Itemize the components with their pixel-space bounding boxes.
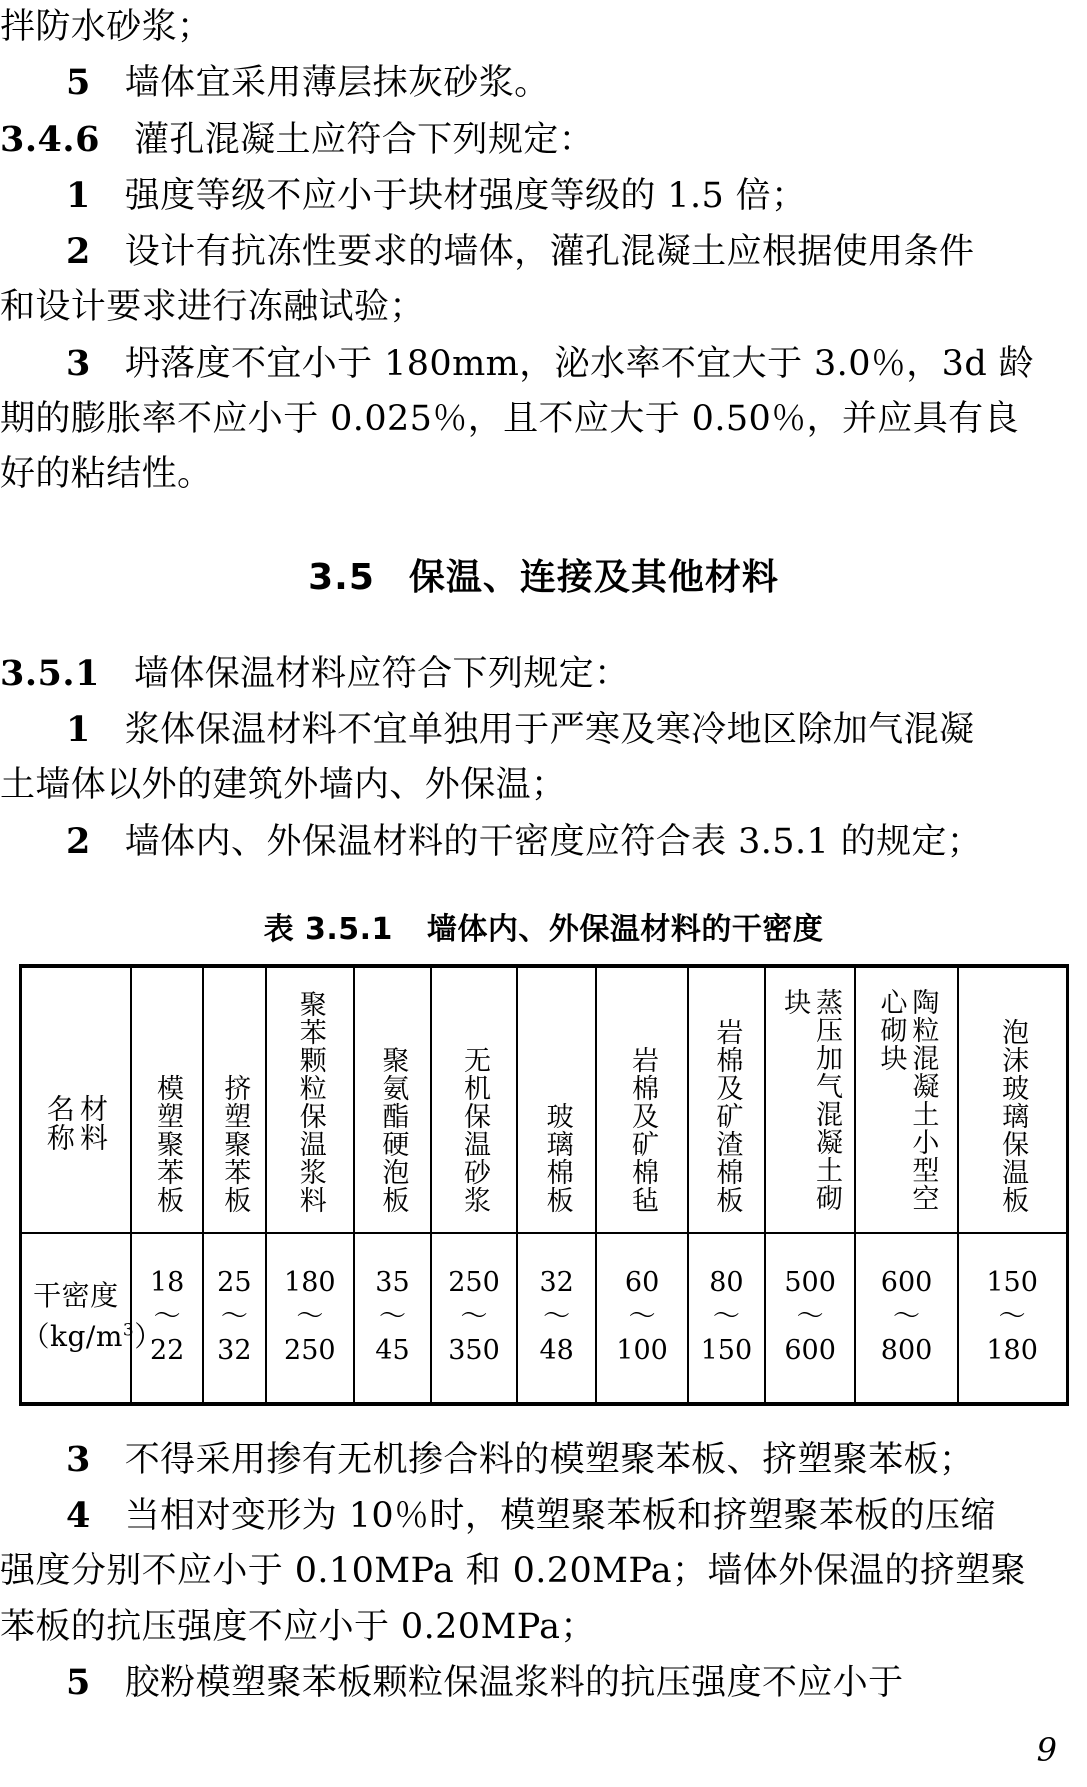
table-cell-value-8: [765, 1233, 855, 1404]
header-label: 陶粒混凝土小型空心砌块: [875, 987, 939, 1212]
header-label: 模塑聚苯板: [152, 1073, 184, 1214]
dry-density-table: [19, 964, 1069, 1406]
list-item-text: 墙体内、外保温材料的干密度应符合表 3.5.1 的规定；: [124, 821, 983, 862]
table-cell-value-1: [203, 1233, 266, 1404]
table-cell-value-10: [958, 1233, 1067, 1404]
value-max: 22: [149, 1335, 185, 1367]
clause-number: 3.4.6: [0, 118, 100, 160]
clause-3-5-1-item-3: [0, 1432, 1087, 1488]
section-number: 3.5: [308, 556, 375, 598]
value-max: 600: [784, 1335, 836, 1367]
table-cell-value-0: [131, 1233, 203, 1404]
paragraph-text: 苯板的抗压强度不应小于 0.20MPa；: [0, 1606, 596, 1647]
value-max: 250: [284, 1335, 336, 1367]
value-range: [518, 1265, 595, 1369]
list-item-text: 坍落度不宜小于 180mm，泌水率不宜大于 3.0％，3d 龄: [124, 343, 1035, 384]
clause-3-4-6-item-3: [0, 336, 1087, 392]
header-label: 岩棉及矿渣棉板: [711, 1017, 743, 1214]
paragraph-text: 强度分别不应小于 0.10MPa 和 0.20MPa；墙体外保温的挤塑聚: [0, 1551, 1027, 1592]
clause-3-5-1-item-4-cont1: [0, 1544, 1087, 1599]
unit-exponent: 3: [122, 1320, 135, 1341]
value-min: 180: [284, 1267, 336, 1299]
clause-3-4-6-item-2: [0, 224, 1087, 280]
paragraph-continuation: [0, 0, 1087, 55]
clause-3-5-1-item-1: [0, 702, 1087, 758]
table-caption: [0, 904, 1087, 948]
range-separator: ～: [296, 1300, 324, 1332]
clause-3-5-1-item-4-cont2: [0, 1600, 1087, 1655]
range-separator: ～: [893, 1300, 921, 1332]
table-cell-value-9: [855, 1233, 957, 1404]
table-header-cell-6: [596, 966, 687, 1233]
list-item-text: 不得采用掺有无机掺合料的模塑聚苯板、挤塑聚苯板；: [124, 1439, 975, 1480]
value-range: [959, 1265, 1066, 1369]
list-item-number: 1: [66, 174, 91, 216]
page-number: 9: [1036, 1731, 1057, 1769]
clause-text: 墙体保温材料应符合下列规定：: [133, 653, 630, 694]
table-header-cell-8: [765, 966, 855, 1233]
table-header-cell-5: [517, 966, 596, 1233]
table-header-cell-2: [266, 966, 354, 1233]
range-separator: ～: [998, 1300, 1026, 1332]
value-range: [132, 1265, 202, 1369]
value-range: [766, 1265, 854, 1369]
paragraph-text: 和设计要求进行冻融试验；: [0, 287, 425, 328]
header-label: 岩棉及矿棉毡: [627, 1045, 658, 1214]
range-separator: ～: [543, 1300, 571, 1332]
table-header-cell-4: [431, 966, 517, 1233]
header-label: 聚氨酯硬泡板: [377, 1045, 409, 1214]
paragraph-text: 期的膨胀率不应小于 0.025％，且不应大于 0.50％，并应具有良: [0, 399, 1019, 440]
table-row: [20, 1233, 1067, 1404]
header-label: 聚苯颗粒保温浆料: [294, 989, 326, 1214]
range-separator: ～: [796, 1300, 824, 1332]
list-item-number: 5: [66, 62, 91, 104]
header-label: 材料 名称: [42, 1093, 109, 1152]
table-caption-title: 墙体内、外保温材料的干密度: [426, 911, 824, 947]
value-min: 250: [448, 1267, 500, 1299]
value-min: 35: [375, 1267, 410, 1299]
list-item-number: 3: [66, 1438, 91, 1480]
table-header-cell-10: [958, 966, 1067, 1233]
range-separator: ～: [220, 1300, 248, 1332]
list-item-number: 3: [66, 342, 91, 384]
value-range: [689, 1265, 764, 1369]
clause-3-4-6: [0, 112, 1087, 168]
clause-3-5-1: [0, 646, 1087, 702]
value-max: 800: [880, 1335, 933, 1367]
unit-pre: （kg/m: [21, 1319, 123, 1353]
unit-post: ）: [134, 1319, 163, 1353]
list-item-number: 2: [66, 231, 91, 273]
value-min: 25: [217, 1267, 252, 1299]
value-max: 150: [700, 1335, 753, 1367]
value-range: [432, 1265, 516, 1369]
value-range: [267, 1265, 353, 1369]
value-max: 350: [448, 1335, 500, 1367]
clause-text: 灌孔混凝土应符合下列规定：: [133, 119, 595, 160]
list-item-number: 4: [66, 1495, 91, 1537]
value-min: 500: [784, 1267, 836, 1299]
list-item-text: 墙体宜采用薄层抹灰砂浆。: [124, 63, 550, 104]
row-label-unit: [21, 1317, 163, 1358]
clause-3-4-6-item-3-cont2: [0, 447, 1087, 502]
clause-3-4-6-item-3-cont1: [0, 392, 1087, 447]
value-min: 150: [986, 1267, 1038, 1299]
header-label: 挤塑聚苯板: [219, 1073, 251, 1214]
paragraph-text: 土墙体以外的建筑外墙内、外保温；: [0, 765, 567, 806]
value-min: 32: [539, 1267, 574, 1299]
list-item-number: 1: [66, 708, 91, 750]
range-separator: ～: [460, 1300, 488, 1332]
table-header-cell-0: [131, 966, 203, 1233]
value-max: 100: [616, 1335, 668, 1367]
table-caption-label: 表 3.5.1: [263, 911, 393, 947]
header-label: 玻璃棉板: [541, 1101, 573, 1214]
value-max: 45: [375, 1335, 410, 1367]
list-item-5: [0, 55, 1087, 111]
value-range: [355, 1265, 430, 1369]
value-range: [597, 1265, 686, 1369]
table-cell-value-4: [431, 1233, 517, 1404]
value-min: 600: [880, 1267, 933, 1299]
value-max: 32: [217, 1335, 252, 1367]
value-max: 48: [539, 1335, 574, 1367]
list-item-text: 浆体保温材料不宜单独用于严寒及寒冷地区除加气混凝: [124, 709, 975, 750]
header-label: 泡沫玻璃保温板: [997, 1017, 1029, 1214]
range-separator: ～: [378, 1300, 406, 1332]
range-separator: ～: [712, 1300, 740, 1332]
table-row-label-dry-density: [20, 1233, 163, 1404]
list-item-text: 当相对变形为 10％时，模塑聚苯板和挤塑聚苯板的压缩: [124, 1496, 996, 1537]
table-header-row: [20, 966, 1067, 1233]
table-cell-value-3: [354, 1233, 431, 1404]
table-cell-value-6: [596, 1233, 687, 1404]
paragraph-text: 好的粘结性。: [0, 454, 213, 495]
paragraph-text: 拌防水砂浆；: [0, 7, 213, 47]
value-range: [204, 1265, 265, 1369]
table-header-cell-7: [688, 966, 765, 1233]
header-label: 无机保温砂浆: [458, 1045, 490, 1214]
table-header-cell-9: [855, 966, 957, 1233]
table-header-cell-3: [354, 966, 431, 1233]
table-header-cell-material-name: [20, 966, 131, 1233]
clause-3-4-6-item-2-cont: [0, 280, 1087, 335]
value-min: 18: [149, 1267, 185, 1299]
value-max: 180: [986, 1335, 1038, 1367]
list-item-text: 胶粉模塑聚苯板颗粒保温浆料的抗压强度不应小于: [124, 1663, 904, 1704]
table-cell-value-2: [266, 1233, 354, 1404]
clause-3-5-1-item-4: [0, 1488, 1087, 1544]
list-item-number: 5: [66, 1662, 91, 1704]
table-cell-value-7: [688, 1233, 765, 1404]
header-label: 蒸压加气混凝土砌块: [779, 987, 842, 1212]
section-title: 保温、连接及其他材料: [408, 556, 779, 598]
value-range: [856, 1265, 956, 1369]
row-label-line1: 干密度: [33, 1279, 119, 1313]
range-separator: ～: [153, 1300, 181, 1332]
clause-3-5-1-item-1-cont: [0, 758, 1087, 813]
list-item-text: 强度等级不应小于块材强度等级的 1.5 倍；: [124, 175, 807, 216]
table-cell-value-5: [517, 1233, 596, 1404]
value-min: 80: [709, 1267, 744, 1299]
range-separator: ～: [628, 1300, 656, 1332]
table-header-cell-1: [203, 966, 266, 1233]
clause-3-4-6-item-1: [0, 168, 1087, 224]
row-label: [21, 1276, 163, 1357]
list-item-number: 2: [66, 820, 91, 862]
section-heading: [0, 549, 1087, 600]
clause-3-5-1-item-5: [0, 1655, 1087, 1711]
value-min: 60: [624, 1267, 660, 1299]
clause-number: 3.5.1: [0, 652, 100, 694]
clause-3-5-1-item-2: [0, 814, 1087, 870]
list-item-text: 设计有抗冻性要求的墙体，灌孔混凝土应根据使用条件: [124, 232, 975, 273]
